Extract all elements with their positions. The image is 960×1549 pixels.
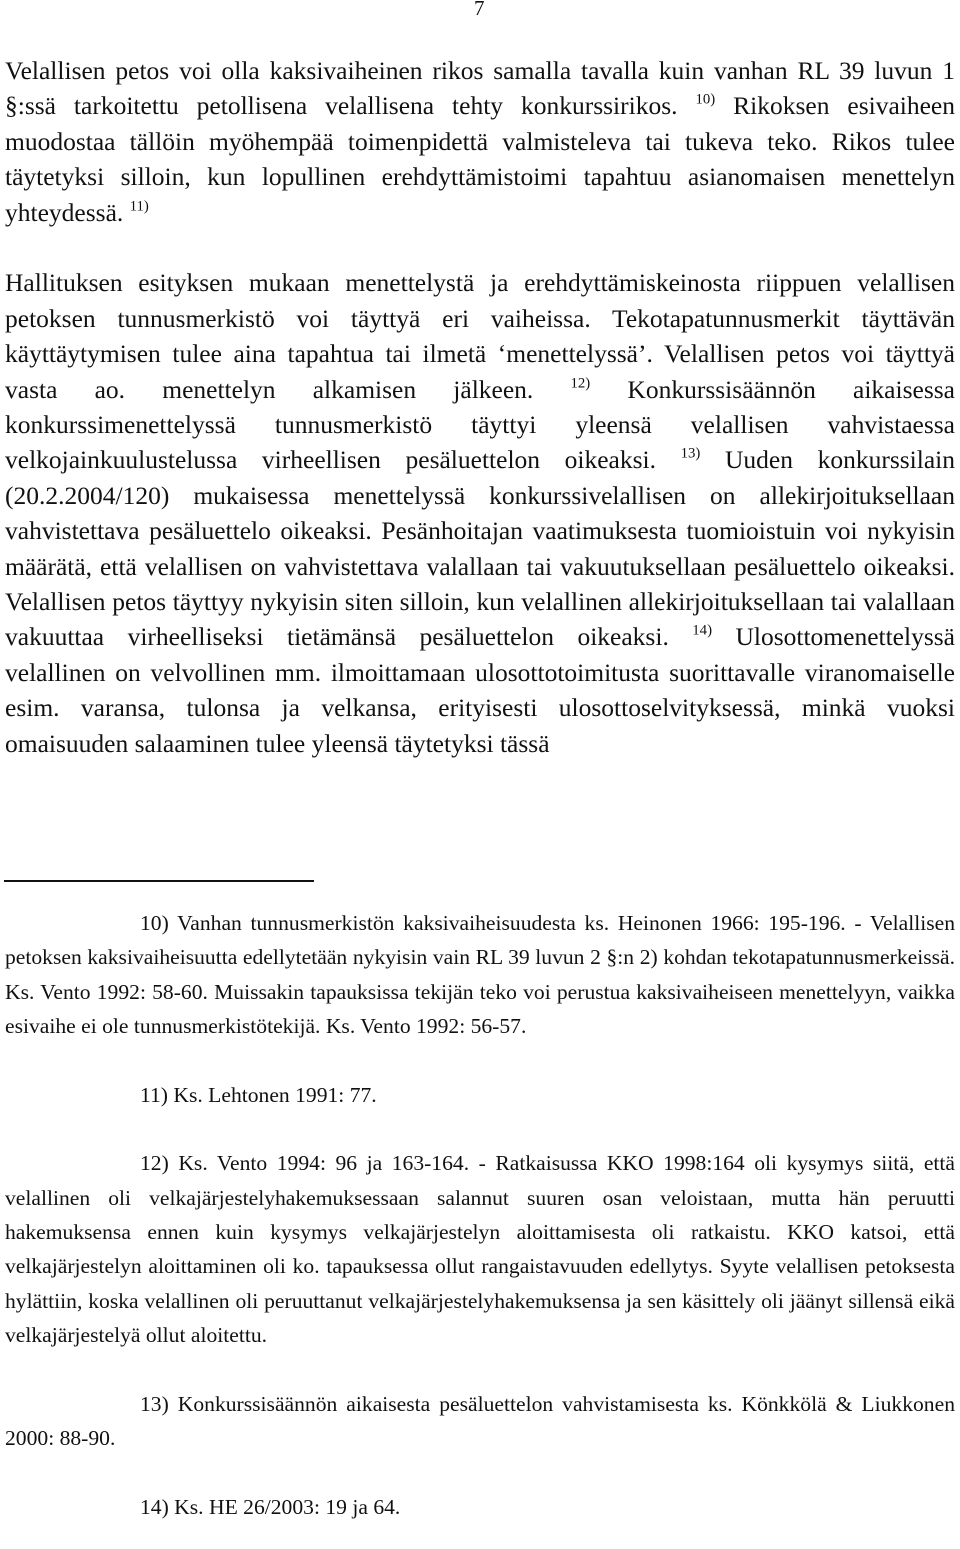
footnote-13: 13) Konkurssisäännön aikaisesta pesäluettelon vahvistamisesta ks. Könkkölä & Liukkonen 2000: 88-90. bbox=[5, 1391, 955, 1451]
body-text-run: Rikoksen esivaiheen muodostaa tällöin myöhempää toimenpidettä valmisteleva tai tukeva teko. Rikos tulee täytetyksi silloin, kun lopullinen erehdyttämistoimi tapahtuu asianomaisen menettelyn yhteydessä. bbox=[5, 91, 955, 227]
body-text-run: Konkurssisäännön aikaisessa konkurssimenettelyssä tunnusmerkistö täyttyi yleensä velallisen vahvistaessa velkojainkuulustelussa virheellisen pesäluettelon oikeaksi. bbox=[5, 374, 955, 475]
footnote-ref: 11) bbox=[129, 197, 149, 214]
body-text-run: Hallituksen esityksen mukaan menettelystä ja erehdyttämiskeinosta riippuen velallisen petoksen tunnusmerkistö voi täyttyä eri vaiheissa. Tekotapatunnusmerkit täyttävän käyttäytymisen tulee aina tapahtua tai ilmetä ‘menettelyssä’. Velallisen petos voi täyttyä vasta ao. menettelyn alkamisen jälkeen. bbox=[5, 268, 955, 404]
body-paragraph bbox=[5, 265, 955, 761]
body-text-run: Velallisen petos voi olla kaksivaiheinen rikos samalla tavalla kuin vanhan RL 39 luvun 1 §:ssä tarkoitettu petollisena velallisena tehty konkurssirikos. bbox=[5, 56, 955, 121]
footnote-ref: 13) bbox=[680, 445, 701, 462]
footnotes-section bbox=[5, 906, 955, 1524]
page-number: 7 bbox=[474, 0, 485, 20]
footnote-ref: 10) bbox=[695, 91, 716, 108]
footnote-12: 12) Ks. Vento 1994: 96 ja 163-164. - Ratkaisussa KKO 1998:164 oli kysymys siitä, että velallinen oli velkajärjestelyhakemuksessaan salannut suuren osan veloistaan, mutta hän peruutti hakemuksensa ennen kuin kysymys velkajärjestelyn aloittamisesta oli ratkaistu. KKO katsoi, että velkajärjestelyn aloittaminen oli ko. tapauksessa ollut rangaistavuuden edellytys. Syyte velallisen petoksesta hylättiin, koska velallinen oli peruuttanut velkajärjestelyhakemuksensa ja sen käsittely oli jäänyt sillensä eikä velkajärjestelyä ollut aloitettu. bbox=[5, 1151, 955, 1347]
footnote-ref: 12) bbox=[570, 375, 591, 391]
body-text-run: Uuden konkurssilain (20.2.2004/120) mukaisessa menettelyssä konkurssivelallisen on allekirjoituksellaan vahvistettava pesäluettelo oikeaksi. Pesänhoitajan vaatimuksesta tuomioistuin voi nykyisin määrätä, että velallisen on vahvistettava valallaan tai vakuutuksellaan pesäluettelo oikeaksi. Velallisen petos täyttyy nykyisin siten silloin, kun velallinen allekirjoituksellaan tai valallaan vakuuttaa virheelliseksi tietämänsä pesäluettelon oikeaksi. bbox=[5, 445, 955, 652]
body-paragraph bbox=[5, 53, 955, 230]
footnote-10: 10) Vanhan tunnusmerkistön kaksivaiheisuudesta ks. Heinonen 1966: 195-196. - Velallisen petoksen kaksivaiheisuutta edellytetään nykyisin vain RL 39 luvun 2 §:n 2) kohdan tekotapatunnusmerkeissä. Ks. Vento 1992: 58-60. Muissakin tapauksissa tekijän teko voi perustua kaksivaiheiseen menettelyyn, vaikka esivaihe ei ole tunnusmerkistötekijä. Ks. Vento 1992: 56-57. bbox=[5, 911, 955, 1038]
footnote-ref: 14) bbox=[692, 622, 712, 639]
body-text-run: Ulosottomenettelyssä velallinen on velvollinen mm. ilmoittamaan ulosottotoimitusta suorittavalle viranomaiselle esim. varansa, tulonsa ja velkansa, erityisesti ulosottoselvityksessä, minkä vuoksi omaisuuden salaaminen tulee yleensä täytetyksi tässä bbox=[5, 622, 956, 758]
footnote-14: 14) Ks. HE 26/2003: 19 ja 64. bbox=[140, 1494, 401, 1519]
footnote-11: 11) Ks. Lehtonen 1991: 77. bbox=[140, 1082, 377, 1107]
main-text bbox=[5, 53, 955, 761]
footnote-divider bbox=[4, 880, 314, 882]
